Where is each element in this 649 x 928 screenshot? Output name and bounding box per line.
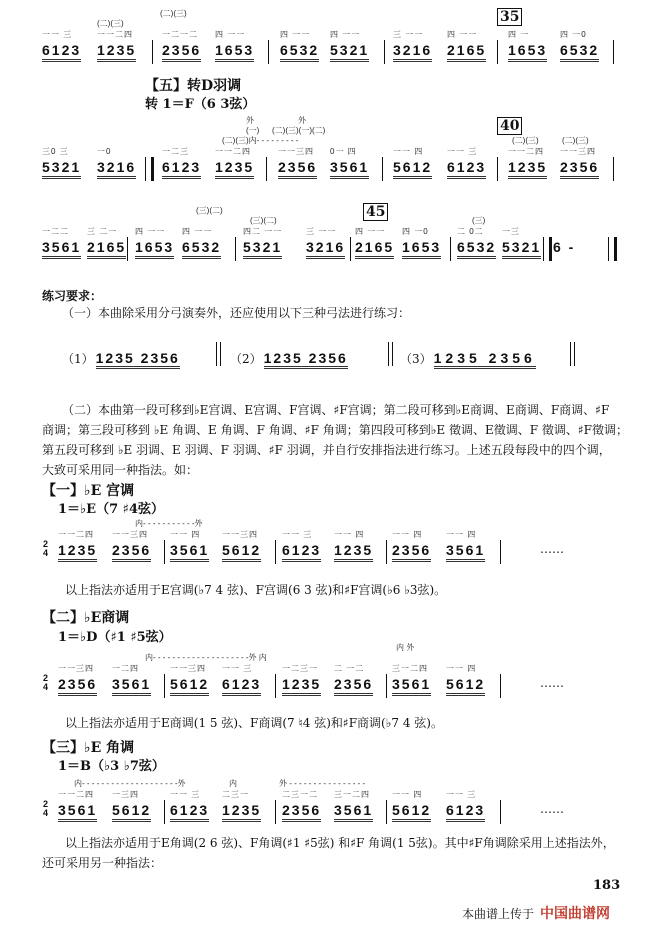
string-annotation: (二)(三)	[512, 136, 539, 145]
string-annotation: 内	[229, 779, 237, 788]
notes: 1653	[402, 239, 441, 259]
continuation-dots: ……	[540, 802, 564, 816]
fingering: 四 一0	[402, 227, 429, 236]
fingering: 一一三四	[170, 664, 206, 673]
barline	[382, 157, 383, 181]
measure-number-box: 45	[363, 203, 388, 221]
fingering: 四 一一	[330, 30, 361, 39]
fingering: 二 0二	[457, 227, 484, 236]
notes: 6123	[282, 542, 321, 562]
fingering: 一一 四	[334, 530, 365, 539]
notes: 3561	[334, 802, 373, 822]
notes: 1235	[334, 542, 373, 562]
fingering: 一二三一	[282, 664, 318, 673]
string-annotation: (三)(二)	[196, 206, 223, 215]
notes: 5612	[392, 802, 431, 822]
example2-note: 以上指法亦适用于E商调(1 5 弦)、F商调(7 ♮4 弦)和♯F商调(♭7 4 弦)。	[65, 716, 443, 730]
barline	[266, 157, 267, 181]
notes: 2165	[87, 239, 126, 259]
fingering: 三 二一	[87, 227, 118, 236]
notes: 2356	[58, 676, 97, 696]
notes: 2356	[392, 542, 431, 562]
fingering: 三 一一	[306, 227, 337, 236]
practice-item2-line: 第五段可移到 ♭E 羽调、E 羽调、F 羽调、♯F 羽调，并自行安排指法进行练习。上述五段每段中的四个调，	[42, 443, 611, 457]
section5-key: 转 1＝F（6 3弦）	[145, 97, 256, 112]
string-annotation: (二)(三)	[562, 136, 589, 145]
fingering: 二 一二	[334, 664, 365, 673]
notes: 6 -	[553, 239, 576, 255]
measure-number-box: 40	[497, 117, 522, 135]
barline	[152, 40, 153, 64]
bowing-notes: 1235 2356	[96, 350, 180, 369]
fingering: 一三四	[112, 790, 139, 799]
barline	[350, 237, 351, 261]
example2-heading: 【二】♭E商调	[42, 610, 130, 626]
score-row	[0, 116, 649, 207]
fingering: 一0	[97, 147, 112, 156]
fingering: 四 一一	[215, 30, 246, 39]
fingering: 一一二四	[215, 147, 251, 156]
fingering: 二三一	[222, 790, 249, 799]
example3-note: 以上指法亦适用于E角调(2 6 弦)、F角调(♯1 ♯5弦) 和♯F 角调(1 5弦)。其中♯F角调除采用上述指法外，	[65, 836, 615, 850]
bowing-notes: 1235 2356	[264, 350, 348, 369]
practice-title: 练习要求：	[42, 289, 103, 303]
practice-item1: （一）本曲除采用分弓演奏外，还应使用以下三种弓法进行练习：	[62, 306, 411, 320]
notes: 2356	[560, 159, 599, 179]
fingering: 一三	[502, 227, 520, 236]
fingering: 一一 四	[393, 147, 424, 156]
barline	[275, 540, 276, 564]
string-annotation: 内- - - - - - - - - - -外	[135, 519, 203, 528]
fingering: 三 一一	[393, 30, 424, 39]
bowing-label: （3）	[400, 352, 432, 366]
fingering: 二三一二	[282, 790, 318, 799]
score-row	[0, 519, 649, 590]
notes: 5612	[112, 802, 151, 822]
notes: 6532	[457, 239, 496, 259]
notes: 3561	[330, 159, 369, 179]
string-annotation: 外 - - - - - - - - - - - - - - - -	[279, 779, 366, 788]
fingering: 一一 三	[446, 790, 477, 799]
fingering: 四 一一	[135, 227, 166, 236]
notes: 2165	[355, 239, 394, 259]
barline	[450, 237, 451, 261]
notes: 6123	[222, 676, 261, 696]
fingering: 四二 一一	[243, 227, 283, 236]
notes: 6532	[182, 239, 221, 259]
barline	[386, 540, 387, 564]
barline	[268, 40, 269, 64]
string-annotation: 内 外	[396, 643, 415, 652]
fingering: 一一 三	[222, 664, 253, 673]
bowing-label: （1）	[62, 352, 94, 366]
example3-heading: 【三】♭E 角调	[42, 740, 135, 756]
double-barline	[570, 342, 575, 366]
fingering: 三一二四	[334, 790, 370, 799]
string-annotation: (三)(二)	[250, 216, 277, 225]
notes: 1653	[215, 42, 254, 62]
notes: 6123	[447, 159, 486, 179]
fingering: 一一 三	[170, 790, 201, 799]
notes: 1235	[97, 42, 136, 62]
barline	[384, 40, 385, 64]
barline	[275, 674, 276, 698]
fingering: 一一 三	[447, 147, 478, 156]
fingering: 四 一一	[355, 227, 386, 236]
notes: 1653	[135, 239, 174, 259]
notes: 3561	[112, 676, 151, 696]
notes: 1235	[222, 802, 261, 822]
notes: 5321	[330, 42, 369, 62]
notes: 1235	[282, 676, 321, 696]
repeat-barline	[145, 157, 154, 181]
notes: 2356	[282, 802, 321, 822]
notes: 5612	[222, 542, 261, 562]
notes: 1235	[508, 159, 547, 179]
notes: 3216	[393, 42, 432, 62]
barline	[127, 237, 128, 261]
practice-item2-line: （二）本曲第一段可移到♭E宫调、E宫调、F宫调、♯F宫调；第二段可移到♭E商调、E商调、F商调、♯F	[62, 403, 610, 417]
notes: 2356	[278, 159, 317, 179]
notes: 3216	[97, 159, 136, 179]
notes: 1235	[215, 159, 254, 179]
barline	[613, 40, 614, 64]
repeat-barline	[543, 237, 552, 261]
string-annotation: (三)	[472, 216, 486, 225]
bowing-notes: 1235 2356	[434, 350, 536, 369]
notes: 5612	[393, 159, 432, 179]
example1-heading: 【一】♭E 宫调	[42, 483, 135, 499]
fingering: 一一三四	[278, 147, 314, 156]
score-row	[0, 643, 649, 724]
barline	[500, 540, 501, 564]
fingering: 一一 四	[446, 664, 477, 673]
site-logo[interactable]: 中国曲谱网	[540, 906, 610, 922]
fingering: 一二四	[112, 664, 139, 673]
fingering: 一一 三	[42, 30, 73, 39]
notes: 3561	[392, 676, 431, 696]
notes: 6123	[162, 159, 201, 179]
footer-text: 本曲谱上传于	[462, 907, 535, 921]
practice-item2-line: 大致可采用同一种指法。如：	[42, 463, 199, 477]
example3-key: 1＝B（♭3 ♭7弦）	[58, 759, 165, 774]
notes: 6532	[280, 42, 319, 62]
fingering: 三一二四	[392, 664, 428, 673]
score-row	[0, 9, 649, 90]
practice-item2-line: 商调；第三段可移到 ♭E 角调、E 角调、F 角调、♯F 角调；第四段可移到♭E 徵调、E徵调、F 徵调、♯F徵调；	[42, 423, 628, 437]
fingering: 一二一二	[162, 30, 198, 39]
notes: 3216	[306, 239, 345, 259]
example2-key: 1＝♭D（♯1 ♯5弦）	[58, 630, 172, 645]
continuation-dots: ……	[540, 676, 564, 690]
time-signature: 2 4	[43, 539, 49, 558]
fingering: 四 一一	[280, 30, 311, 39]
string-annotation: 外	[246, 116, 254, 125]
example1-key: 1＝♭E（7 ♯4弦）	[58, 502, 164, 517]
notes: 2356	[162, 42, 201, 62]
fingering: 一一二四	[508, 147, 544, 156]
notes: 6532	[560, 42, 599, 62]
fingering: 一一二四	[97, 30, 133, 39]
notes: 5612	[170, 676, 209, 696]
fingering: 四 一	[508, 30, 530, 39]
notes: 5321	[243, 239, 282, 259]
barline	[275, 800, 276, 824]
double-barline	[388, 342, 393, 366]
barline	[235, 237, 236, 261]
barline	[386, 800, 387, 824]
string-annotation: (二)(三)内- - - - - - - - -	[222, 136, 299, 145]
fingering: 一一二四	[58, 530, 94, 539]
barline	[497, 40, 498, 64]
fingering: 一一二四	[58, 790, 94, 799]
notes: 3561	[446, 542, 485, 562]
notes: 5321	[42, 159, 81, 179]
fingering: 一一 四	[170, 530, 201, 539]
fingering: 三0 三	[42, 147, 69, 156]
notes: 1235	[58, 542, 97, 562]
fingering: 0一 四	[330, 147, 357, 156]
example3-note-cont: 还可采用另一种指法：	[42, 856, 163, 870]
notes: 6123	[446, 802, 485, 822]
string-annotation: 内- - - - - - - - - - - - - - - - - - - -外 内	[145, 653, 267, 662]
notes: 2165	[447, 42, 486, 62]
barline	[613, 157, 614, 181]
string-annotation: 内- - - - - - - - - - - - - - - - - - - -外	[74, 779, 186, 788]
double-barline	[216, 342, 221, 366]
continuation-dots: ……	[540, 542, 564, 556]
fingering: 一一 三	[282, 530, 313, 539]
time-signature: 2 4	[43, 799, 49, 818]
score-row	[0, 204, 649, 287]
notes: 1653	[508, 42, 547, 62]
fingering: 一一三四	[112, 530, 148, 539]
barline	[164, 800, 165, 824]
final-barline	[608, 237, 617, 261]
notes: 6123	[42, 42, 81, 62]
fingering: 一一三四	[222, 530, 258, 539]
page-number: 183	[593, 878, 621, 893]
measure-number-box: 35	[497, 8, 522, 26]
barline	[164, 540, 165, 564]
notes: 2356	[112, 542, 151, 562]
fingering: 四 一0	[560, 30, 587, 39]
section5-title: 【五】转D羽调	[145, 78, 242, 94]
barline	[500, 800, 501, 824]
fingering: 一一 四	[392, 530, 423, 539]
time-signature: 2 4	[43, 673, 49, 692]
string-annotation: (二)(三)(一)(二)	[272, 126, 326, 135]
fingering: 一一三四	[58, 664, 94, 673]
notes: 5321	[502, 239, 541, 259]
string-annotation: (二)(三)	[97, 19, 124, 28]
fingering: 四 一一	[447, 30, 478, 39]
fingering: 四 一一	[182, 227, 213, 236]
string-annotation: (一)	[246, 126, 260, 135]
example1-note: 以上指法亦适用于E宫调(♭7 4 弦)、F宫调(6 3 弦)和♯F宫调(♭6 ♭3弦)。	[65, 583, 447, 597]
notes: 2356	[334, 676, 373, 696]
fingering: 一二二	[42, 227, 69, 236]
barline	[500, 674, 501, 698]
string-annotation: 外	[298, 116, 306, 125]
fingering: 一一 四	[392, 790, 423, 799]
notes: 5612	[446, 676, 485, 696]
barline	[497, 157, 498, 181]
fingering: 一一三四	[560, 147, 596, 156]
notes: 3561	[170, 542, 209, 562]
notes: 3561	[58, 802, 97, 822]
string-annotation: (二)(三)	[160, 9, 187, 18]
fingering: 一一 四	[446, 530, 477, 539]
bowing-label: （2）	[230, 352, 262, 366]
notes: 3561	[42, 239, 81, 259]
fingering: 一二三	[162, 147, 189, 156]
notes: 6123	[170, 802, 209, 822]
barline	[164, 674, 165, 698]
barline	[386, 674, 387, 698]
